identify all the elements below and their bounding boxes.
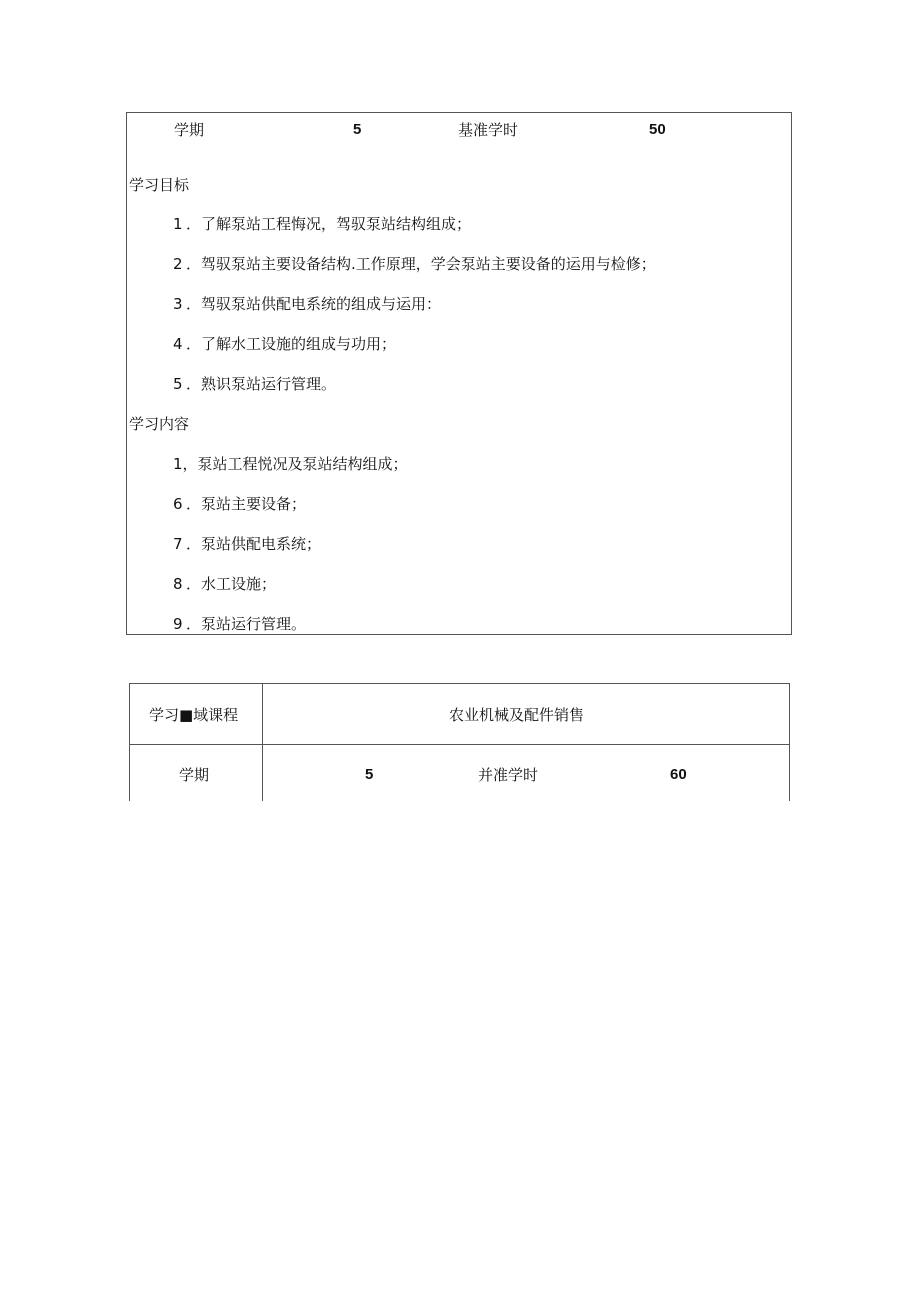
semester-value: 5 <box>353 121 362 138</box>
list-item: ．了解水工设施的组成与功用； <box>186 335 397 353</box>
hours-value: 60 <box>670 766 687 783</box>
table-border <box>129 744 790 745</box>
list-item: ．驾驭泵站主要设备结构.工作原理，学会泵站主要设备的运用与检修； <box>186 255 656 273</box>
list-item: ．驾驭泵站供配电系统的组成与运用： <box>186 295 442 313</box>
list-item: ．熟识泵站运行管理。 <box>186 375 337 393</box>
list-item-number: 2 <box>173 255 183 273</box>
hours-label: 基准学时 <box>458 121 519 139</box>
semester-label: 学期 <box>179 766 210 784</box>
list-item: 1，泵站工程悦况及泵站结构组成； <box>173 455 408 473</box>
list-item: ．了解泵站工程悔况，驾驭泵站结构组成； <box>186 215 472 233</box>
list-item: ．水工设施； <box>186 575 277 593</box>
list-item-number: 7 <box>173 535 183 553</box>
semester-value: 5 <box>365 766 374 783</box>
table-border <box>262 683 263 801</box>
table-border <box>129 683 790 684</box>
list-item: ．泵站供配电系统； <box>186 535 322 553</box>
list-item-number: 5 <box>173 375 183 393</box>
course-value: 农业机械及配件销售 <box>449 706 585 724</box>
list-item-number: 1 <box>173 215 183 233</box>
hours-label: 并准学时 <box>478 766 539 784</box>
hours-value: 50 <box>649 121 666 138</box>
course-label: 学习■域课程 <box>149 706 239 724</box>
list-item-number: 6 <box>173 495 183 513</box>
semester-label: 学期 <box>174 121 205 139</box>
list-item-number: 9 <box>173 615 183 633</box>
goals-heading: 学习目标 <box>129 176 190 194</box>
list-item: ．泵站主要设备； <box>186 495 307 513</box>
list-item-number: 3 <box>173 295 183 313</box>
list-item: ．泵站运行管理。 <box>186 615 307 633</box>
list-item-number: 8 <box>173 575 183 593</box>
content-heading: 学习内容 <box>129 415 190 433</box>
list-item-number: 4 <box>173 335 183 353</box>
table-border <box>129 683 130 801</box>
table-border <box>789 683 790 801</box>
